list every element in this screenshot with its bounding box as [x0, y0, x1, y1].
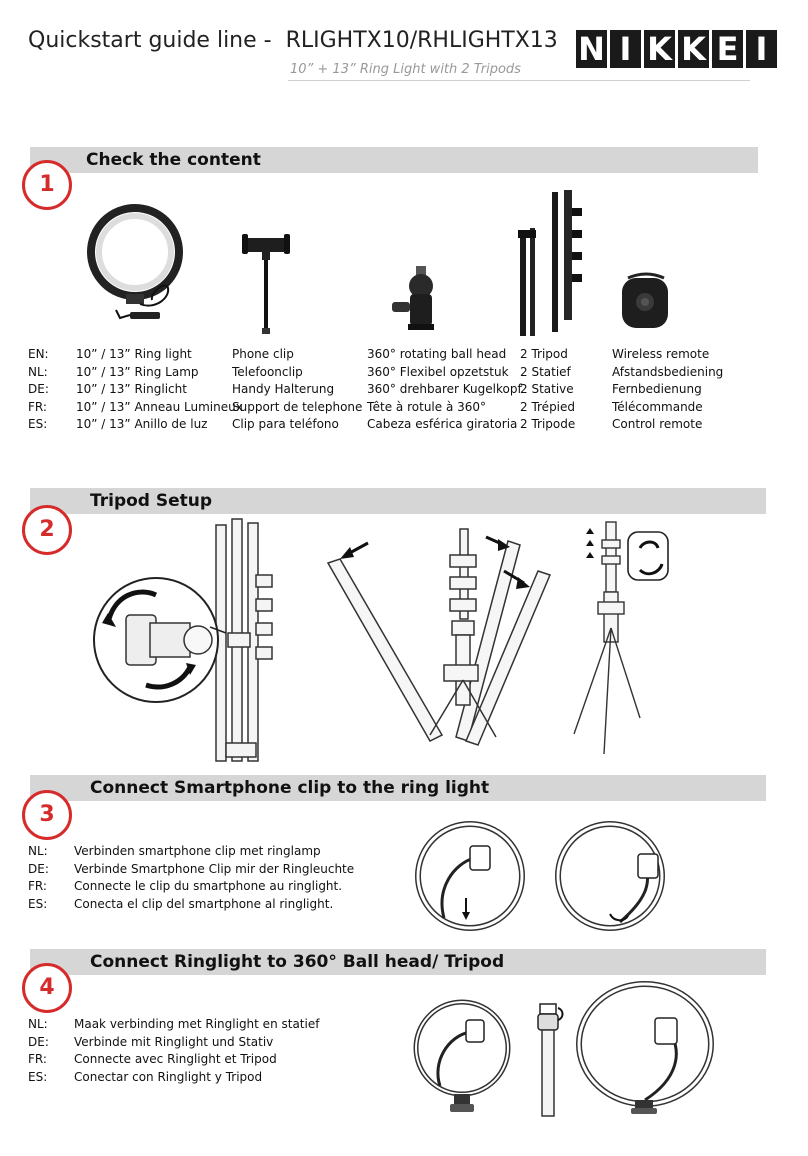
- table-row: [28, 381, 732, 399]
- table-row: [28, 364, 732, 382]
- ringlight-mount-diagram-2: [575, 982, 715, 1117]
- table-cell: Handy Halterung: [232, 382, 335, 396]
- table-cell: 10” / 13” Ring Lamp: [76, 364, 199, 379]
- header-divider: [288, 80, 750, 81]
- table-cell: Afstandsbediening: [612, 364, 724, 379]
- table-cell: 10” / 13” Anneau Lumineux: [76, 399, 243, 414]
- instruction-line: FR: Connecte avec Ringlight et Tripod: [28, 1052, 277, 1066]
- logo-letter: I: [610, 30, 641, 68]
- tripod-folded-diagram: [86, 515, 286, 765]
- table-cell: 10” / 13” Ring light: [76, 347, 192, 361]
- table-cell: 360° drehbarer Kugelkopf: [367, 382, 522, 396]
- lang-code: NL:: [28, 364, 48, 379]
- section-4-title: Connect Ringlight to 360° Ball head/ Tripod: [90, 952, 505, 972]
- table-cell: Phone clip: [232, 347, 294, 361]
- logo-letter: K: [644, 30, 675, 68]
- lang-code: FR:: [28, 399, 47, 414]
- step-number-4: 4: [22, 963, 72, 1013]
- lang-code: ES:: [28, 417, 48, 431]
- section-3-instructions: [28, 843, 354, 913]
- brand-logo: [576, 30, 777, 68]
- content-table: [28, 346, 732, 434]
- table-row: [28, 416, 732, 434]
- instruction-line: DE: Verbinde mit Ringlight und Stativ: [28, 1034, 274, 1049]
- logo-letter: K: [678, 30, 709, 68]
- table-cell: 10” / 13” Anillo de luz: [76, 417, 208, 431]
- table-cell: 360° rotating ball head: [367, 347, 507, 361]
- instruction-line: NL: Maak verbinding met Ringlight en statief: [28, 1017, 320, 1031]
- ringlight-mount-diagram-1: [410, 996, 515, 1116]
- instruction-line: FR: Connecte le clip du smartphone au ringlight.: [28, 879, 343, 893]
- page-subtitle: 10” + 13” Ring Light with 2 Tripods: [290, 62, 521, 77]
- title-text: Quickstart guide line -: [28, 28, 272, 53]
- section-4-instructions: [28, 1016, 319, 1086]
- tripod-image: [512, 188, 592, 340]
- logo-letter: E: [712, 30, 743, 68]
- table-cell: Wireless remote: [612, 347, 710, 361]
- logo-letter: N: [576, 30, 607, 68]
- ball-head-mount-diagram: [528, 1000, 568, 1120]
- table-cell: Télécommande: [612, 399, 703, 414]
- step-number-3: 3: [22, 790, 72, 840]
- page-title: [28, 28, 558, 53]
- step-number-2: 2: [22, 505, 72, 555]
- table-cell: Fernbedienung: [612, 382, 702, 396]
- table-cell: Telefoonclip: [232, 364, 303, 379]
- ball-head-image: [388, 264, 458, 334]
- lang-code: EN:: [28, 347, 49, 361]
- instruction-line: ES: Conectar con Ringlight y Tripod: [28, 1069, 263, 1084]
- table-cell: Control remote: [612, 417, 703, 431]
- tripod-extending-diagram: [318, 515, 568, 760]
- section-1-title: Check the content: [86, 150, 261, 170]
- remote-image: [620, 272, 672, 334]
- table-cell: 360° Flexibel opzetstuk: [367, 364, 509, 379]
- lang-code: DE:: [28, 382, 49, 396]
- phone-clip-image: [240, 232, 295, 337]
- table-cell: 2 Tripode: [520, 417, 576, 431]
- table-cell: Support de telephone: [232, 399, 363, 414]
- table-cell: Cabeza esférica giratoria: [367, 417, 518, 431]
- table-row: [28, 399, 732, 417]
- section-2-title: Tripod Setup: [90, 491, 213, 511]
- ring-clip-diagram-2: [550, 818, 670, 936]
- table-cell: 2 Tripod: [520, 347, 568, 361]
- table-cell: Tête à rotule à 360°: [367, 399, 487, 414]
- model-number: RLIGHTX10/RHLIGHTX13: [285, 28, 558, 53]
- ring-clip-diagram-1: [410, 818, 530, 936]
- ring-light-image: [80, 200, 190, 325]
- table-cell: 2 Stative: [520, 382, 574, 396]
- table-cell: 2 Trépied: [520, 399, 576, 414]
- step-number-1: 1: [22, 160, 72, 210]
- tripod-extended-diagram: [568, 518, 688, 763]
- table-cell: Clip para teléfono: [232, 417, 339, 431]
- instruction-line: ES: Conecta el clip del smartphone al ringlight.: [28, 896, 334, 911]
- table-cell: 2 Statief: [520, 364, 571, 379]
- section-3-title: Connect Smartphone clip to the ring light: [90, 778, 490, 798]
- table-cell: 10” / 13” Ringlicht: [76, 382, 187, 396]
- table-row: [28, 346, 732, 364]
- instruction-line: DE: Verbinde Smartphone Clip mir der Ringleuchte: [28, 861, 355, 876]
- instruction-line: NL: Verbinden smartphone clip met ringlamp: [28, 844, 321, 858]
- logo-letter: I: [746, 30, 777, 68]
